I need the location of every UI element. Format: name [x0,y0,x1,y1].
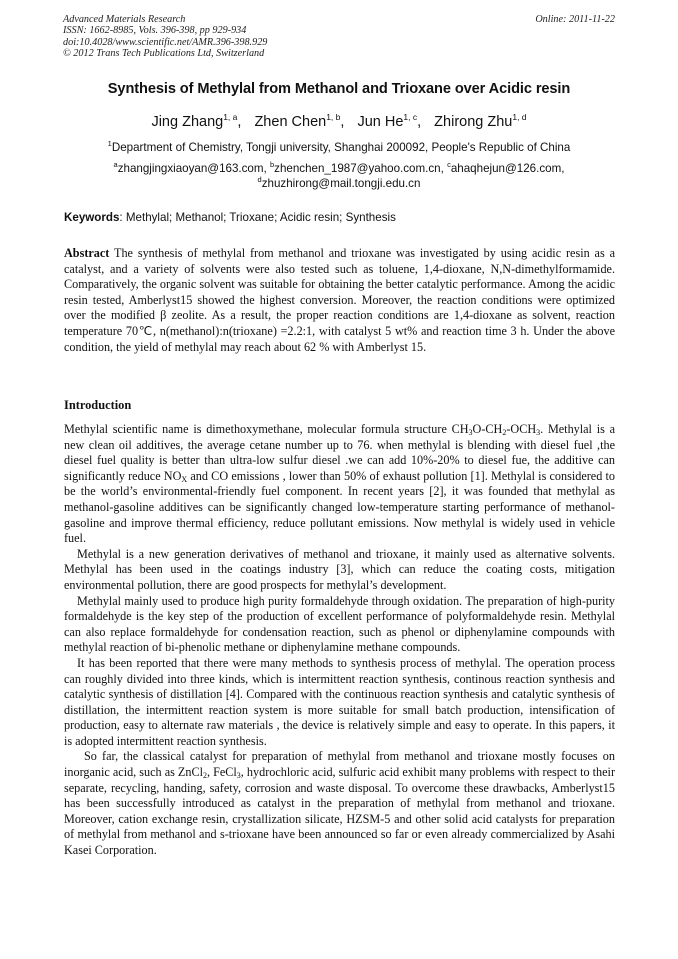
paper-title: Synthesis of Methylal from Methanol and Trioxane over Acidic resin [107,81,571,97]
email-link[interactable]: zhenchen_1987@yahoo.com.cn, [274,162,448,175]
author-sup: 1, c [403,112,418,122]
text-run: O-CH [472,422,503,436]
affiliation [40,141,638,154]
paragraph [64,422,615,547]
email-sup: a [113,160,118,169]
author-name: Zhirong Zhu [434,114,513,130]
online-date: Online: 2011-11-22 [535,14,615,25]
text-run: , FeCl [206,765,237,780]
subscript: 3 [536,428,541,437]
email-link[interactable]: ahaqhejun@126.com, [450,162,565,175]
paragraph: Methylal mainly used to produce high purity formaldehyde through oxidation. The preparation of high-purity formaldehyde is the key step of the production of excellent performance of polyformaldehyde resin. Methylal can also replace formaldehyde for condensation reaction, such as phenol or diphenylamine compounds with methylal reaction of bi-phenolic methane or diphenylamine methane compounds. [64,593,615,655]
section-heading-introduction: Introduction [64,398,132,412]
paragraph: Methylal is a new generation derivatives of methanol and trioxane, it mainly used as alternative solvents. Methylal has been used in the coatings industry [3], which can reduce the coating costs, mitigation environmental pollution, there are good prospects for methylal’s development. [64,546,615,592]
subscript: 2 [502,428,507,437]
text-run: Methylal scientific name is dimethoxymethane, molecular formula structure CH [64,422,469,436]
author-list: Jing Zhang$^{1, a}$, Zhen Chen$^{1, b}$, Jun He$^{1, c}$, Zhirong Zhu$^{1, d}$ [151,112,527,130]
text-run: So far, the classical catalyst for preparation of methylal from methanol and trioxane mostly focuses on inorganic acid, such as ZnCl [64,749,615,780]
text-run: -OCH [506,422,537,436]
keywords [64,211,616,224]
author-sup: 1, a [223,112,238,122]
text-run: . Methylal is a new clean oil additives, the average cetane number up to 76. when methylal is blending with diesel fuel ,the diesel fuel quality is better than ultra-low sulfur diesel .we can add 10%-20% to diesel fue, the additive can significantly reduce NO [64,422,615,483]
issn-line: ISSN: 1662-8985, Vols. 396-398, pp 929-934 [63,25,247,37]
paragraph [64,749,615,858]
subscript: X [181,474,188,484]
email-link[interactable]: zhuzhirong@mail.tongji.edu.cn [261,176,421,190]
abstract [64,246,615,355]
author-sup: 1, b [326,112,341,122]
doi-line: doi:10.4028/www.scientific.net/AMR.396-398.929 [63,36,268,48]
affiliation-text: Department of Chemistry, Tongji university, Shanghai 200092, People's Republic of China [111,141,571,154]
text-run: , hydrochloric acid, sulfuric acid exhibit many problems with respect to their separate, recycling, handing, safety, corrosion and waste disposal. To overcome these drawbacks, Amberlyst15 has been successfully introduced as catalyst in the preparation of methylal from methanol and trioxane. Moreover, cation exchange resin, crystallization silicate, HZSM-5 and other solid acid catalysts for preparation of methylal from methanol and s-trioxane have been announced so far or even already commercialized by Asahi Kasei Corporation. [64,765,616,858]
email-link[interactable]: zhangjingxiaoyan@163.com, [117,162,270,175]
abstract-text: The synthesis of methylal from methanol and trioxane was investigated by using acidic resin as a catalyst, and a variety of solvents were also tested such as toluene, 1,4-dioxane, N,N-dimethylformamide. Comparatively, the organic solvent was suitable for obtaining the better catalytic performance. Among the acidic resin tested, Amberlyst15 showed the highest conversion. Moreover, the reaction conditions were optimized over the modified β zeolite. As a result, the proper reaction conditions are 1,4-dioxane as solvent, reaction temperature 70℃, n(methanol):n(trioxane) =2.2:1, with catalyst 5 wt% and reaction time 3 h. Under the above condition, the yield of methylal may reach about 62 % with Amberlyst 15. [64,246,615,354]
journal-header [63,14,615,59]
subscript: 3 [468,428,473,437]
email-list [90,162,588,191]
author-name: Jing Zhang [151,114,224,130]
text-run: and CO emissions , lower than 50% of exhaust pollution [1]. Methylal is considered to be the world’s environmental-friendly fuel component. In recent years [2], it was founded that methylal as methanol-gasoline additives can be significantly changed low-temperature starting performance of methanol-gasoline and improve thermal efficiency, reduce pollutant emissions. Now methylal is widely used in vehicle fuel. [64,468,615,546]
copyright-line: © 2012 Trans Tech Publications Ltd, Switzerland [63,47,265,59]
subscript: 2 [202,771,207,781]
affiliation-sup: 1 [107,139,112,148]
subscript: 3 [236,771,241,781]
email-sup: b [269,160,275,169]
email-sup: c [447,160,451,169]
email-sup: d [257,174,262,184]
keywords-label: Keywords [64,211,120,224]
author-name: Jun He [357,114,404,130]
journal-name: Advanced Materials Research [63,14,186,25]
abstract-label: Abstract [64,246,110,260]
author-name: Zhen Chen [254,114,327,130]
introduction-body [64,422,615,859]
paragraph: It has been reported that there were many methods to synthesis process of methylal. The operation process can roughly divided into three kinds, which is intermittent reaction synthesis, continous reaction synthesis and catalytic synthesis of distillation [4]. Compared with the continuous reaction synthesis and catalytic synthesis of distillation, the intermittent reaction system is more suitable for small batch production, intensification of production, easy to alternate raw materials , the device is relatively simple and easy to operate. In this papers, it is adopted intermittent reaction synthesis. [64,655,615,748]
keywords-text: : Methylal; Methanol; Trioxane; Acidic resin; Synthesis [119,211,396,224]
author-sup: 1, d [512,112,527,122]
